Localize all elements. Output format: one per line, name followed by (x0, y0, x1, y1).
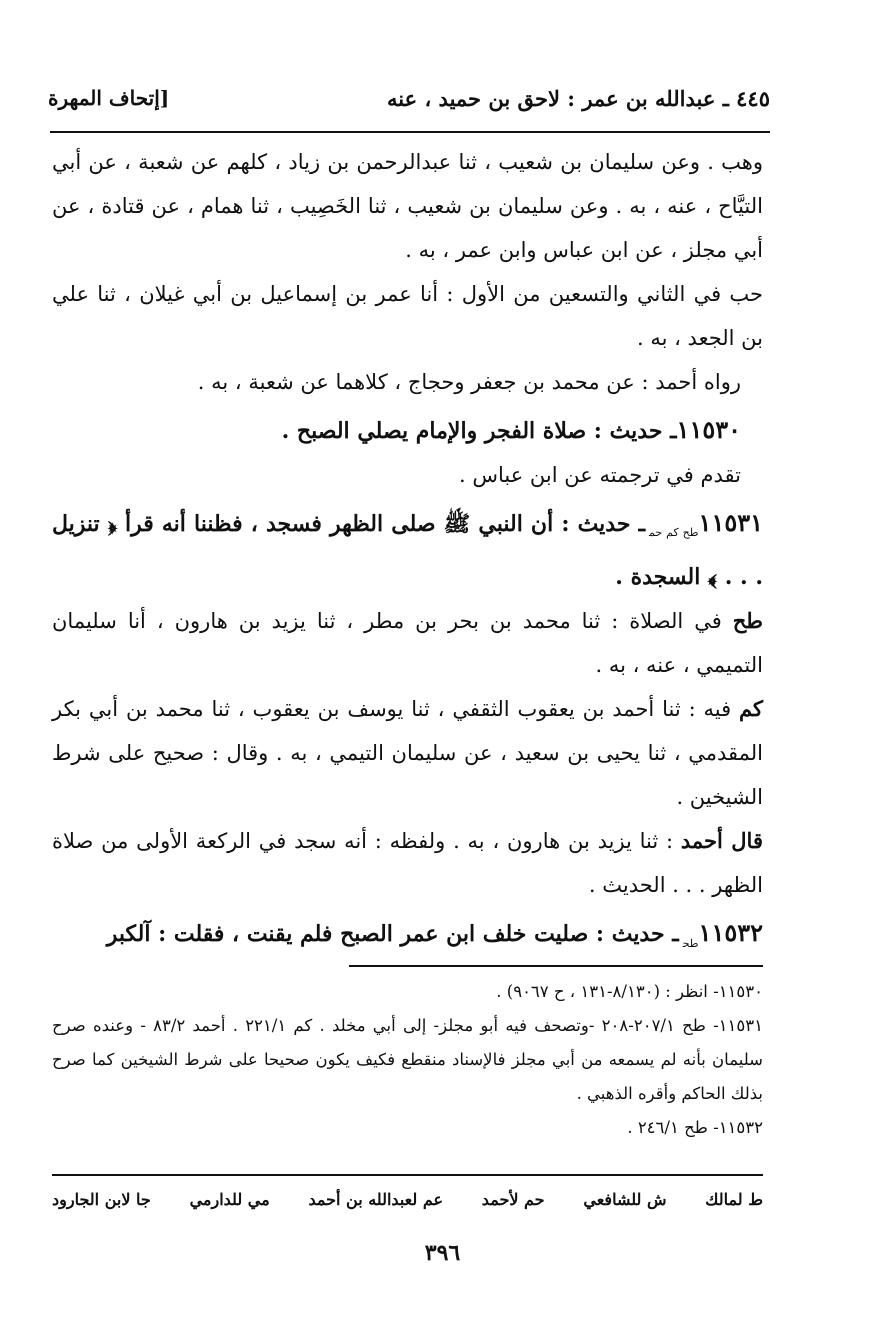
footnote-rule (349, 965, 763, 967)
header-rule (50, 131, 770, 133)
legend-item: حم لأحمد (481, 1189, 545, 1209)
footnote-11530: ١١٥٣٠- انظر : (٨/١٣٠-١٣١ ، ح ٩٠٦٧) . (496, 982, 763, 1001)
paragraph-continuation: وهب . وعن سليمان بن شعيب ، ثنا عبدالرحمن بن زياد ، كلهم عن شعبة ، عن أبي التيَّاح ، عنه ، به . وعن سليمان بن شعيب ، ثنا الخَصِيب ، ثنا همام ، عن قتادة ، عن أبي مجلز ، عن ابن عباس وابن عمر ، به . (52, 150, 763, 262)
hadith-11530-note: تقدم في ترجمته عن ابن عباس . (459, 463, 741, 487)
source-lead: كم (739, 696, 763, 722)
running-header (48, 80, 770, 120)
legend-item: ط لمالك (705, 1189, 763, 1209)
hadith-11530-heading (52, 408, 763, 453)
header-chapter-title: ٤٤٥ ـ عبدالله بن عمر : لاحق بن حميد ، عنه (387, 86, 770, 111)
legend-item: مي للدارمي (189, 1189, 270, 1209)
hadith-11532-heading (52, 911, 763, 965)
footnote-11531: ١١٥٣١- طح ٢٠٧/١-٢٠٨ -وتصحف فيه أبو مجلز- إلى أبي مخلد . كم ٢٢١/١ . أحمد ٨٣/٢ - وعنده صرح سليمان بأنه لم يسمعه من أبي مجلز فالإسناد منقطع فكيف يكون صحيحا على شرط الشيخين كما صرح بذلك الحاكم وأقره الذهبي . (52, 1016, 763, 1103)
footnotes (52, 975, 763, 1145)
source-lead: قال أحمد (680, 828, 763, 854)
abbreviation-legend (52, 1182, 763, 1216)
legend-item: عم لعبدالله بن أحمد (308, 1189, 444, 1209)
source-text: في الصلاة : ثنا محمد بن بحر بن مطر ، ثنا يزيد بن هارون ، أنا سليمان التميمي ، عنه ، به . (52, 609, 763, 678)
header-book-title: [إتحاف المهرة (48, 86, 170, 110)
hadith-11531-hakim (52, 687, 763, 819)
source-codes: طح كم حم (649, 526, 699, 540)
page-number: ٣٩٦ (424, 1240, 461, 1266)
hadith-number: ١١٥٣٢ (698, 918, 763, 948)
main-text (52, 140, 763, 966)
source-codes: طح (682, 936, 699, 950)
source-lead: طح (732, 608, 763, 634)
paragraph-hib: حب في الثاني والتسعين من الأول : أنا عمر بن إسماعيل بن أبي غيلان ، ثنا علي بن الجعد ، به . (52, 282, 763, 350)
legend-rule (52, 1174, 763, 1176)
hadith-11531-ahmad (52, 819, 763, 907)
legend-item: ش للشافعي (583, 1189, 667, 1209)
hadith-11531-heading (52, 501, 763, 599)
legend-item: جا لابن الجارود (52, 1189, 151, 1209)
hadith-text: ـ حديث : أن النبي ﷺ صلى الظهر فسجد ، فظننا أنه قرأ ﴿ تنزيل . . . ﴾ السجدة . (52, 511, 763, 591)
hadith-number: ١١٥٣٠ (676, 415, 741, 444)
hadith-number: ١١٥٣١ (698, 508, 763, 537)
hadith-text: ـ حديث : صلاة الفجر والإمام يصلي الصبح . (281, 418, 677, 444)
footnote-11532: ١١٥٣٢- طح ٢٤٦/١ . (627, 1118, 763, 1137)
source-text: : ثنا يزيد بن هارون ، به . ولفظه : أنه سجد في الركعة الأولى من صلاة الظهر . . . الحديث . (52, 829, 763, 898)
source-text: فيه : ثنا أحمد بن يعقوب الثقفي ، ثنا يوسف بن يعقوب ، ثنا محمد بن أبي بكر المقدمي ، ثنا يحيى بن سعيد ، عن سليمان التيمي ، به . وقال : صحيح على شرط الشيخين . (52, 697, 763, 810)
hadith-11531-tahawi (52, 599, 763, 687)
paragraph-ahmad: رواه أحمد : عن محمد بن جعفر وحجاج ، كلاهما عن شعبة ، به . (197, 370, 741, 394)
hadith-text: ـ حديث : صليت خلف ابن عمر الصبح فلم يقنت ، فقلت : آلكبر (106, 921, 679, 948)
